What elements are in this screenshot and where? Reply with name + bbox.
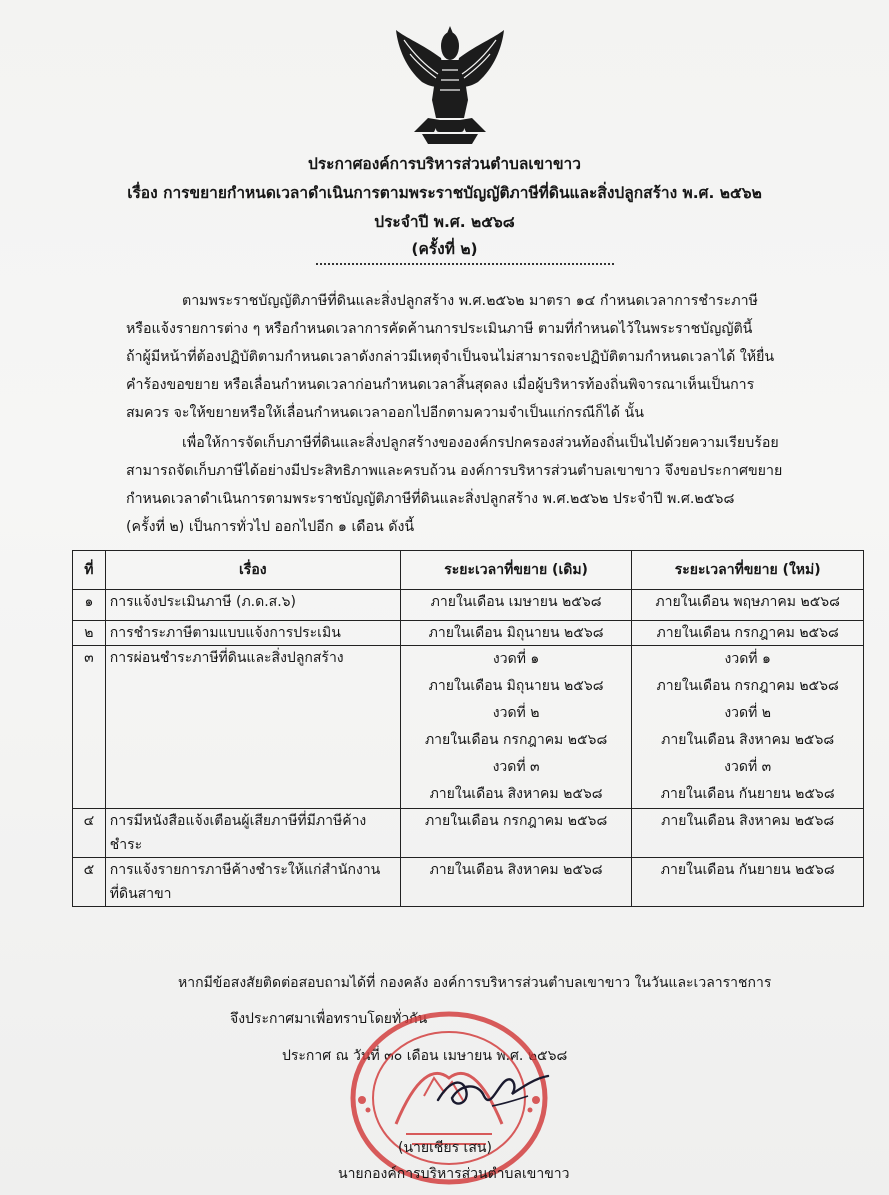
signer-name: (นายเชียร เสน)	[398, 1140, 492, 1156]
table-header-row	[73, 551, 864, 590]
subject-title: เรื่อง การขยายกำหนดเวลาดำเนินการตามพระราชบัญญัติภาษีที่ดินและสิ่งปลูกสร้าง พ.ศ. ๒๕๖๒	[127, 184, 762, 202]
period-line: ภายในเดือน กรกฎาคม ๒๕๖๘	[656, 678, 839, 694]
row-new-period	[632, 858, 864, 907]
org-title: ประกาศองค์การบริหารส่วนตำบลเขาขาว	[308, 155, 581, 173]
column-header-subject: เรื่อง	[105, 551, 400, 590]
row-old-period	[400, 590, 632, 621]
year-title: ประจำปี พ.ศ. ๒๕๖๘	[374, 213, 515, 231]
table-row	[73, 621, 864, 646]
paragraph-line: เพื่อให้การจัดเก็บภาษีที่ดินและสิ่งปลูกสร้างขององค์กรปกครองส่วนท้องถิ่นเป็นไปด้วยความเรียบร้อย	[182, 435, 779, 451]
installment-label: งวดที่ ๓	[724, 759, 772, 775]
period-line: ภายในเดือน เมษายน ๒๕๖๘	[430, 594, 602, 610]
period-line: ภายในเดือน สิงหาคม ๒๕๖๘	[661, 813, 835, 829]
paragraph-line: คำร้องขอขยาย หรือเลื่อนกำหนดเวลาก่อนกำหนดเวลาสิ้นสุดลง เมื่อผู้บริหารท้องถิ่นพิจารณาเห็นเป็นการ	[126, 377, 755, 393]
signer-title: นายกองค์การบริหารส่วนตำบลเขาขาว	[338, 1166, 570, 1182]
row-new-period	[632, 646, 864, 809]
row-subject: การมีหนังสือแจ้งเตือนผู้เสียภาษีที่มีภาษีค้างชำระ	[105, 809, 400, 858]
period-line: ภายในเดือน สิงหาคม ๒๕๖๘	[429, 786, 603, 802]
dotted-divider	[316, 263, 614, 265]
heading-block	[0, 154, 889, 260]
paragraph-line: สมควร จะให้ขยายหรือให้เลื่อนกำหนดเวลาออกไปอีกตามความจำเป็นแก่กรณีก็ได้ นั้น	[126, 405, 644, 421]
row-number: ๒	[73, 621, 106, 646]
row-number: ๑	[73, 590, 106, 621]
period-line: ภายในเดือน กรกฎาคม ๒๕๖๘	[656, 625, 839, 641]
installment-label: งวดที่ ๑	[724, 651, 771, 667]
row-new-period	[632, 590, 864, 621]
column-header-new-period: ระยะเวลาที่ขยาย (ใหม่)	[632, 551, 864, 590]
table-row	[73, 809, 864, 858]
installment-label: งวดที่ ๑	[492, 651, 540, 667]
column-header-no: ที่	[73, 551, 106, 590]
paragraph-line: สามารถจัดเก็บภาษีได้อย่างมีประสิทธิภาพและครบถ้วน องค์การบริหารส่วนตำบลเขาขาว จึงขอประกาศขยาย	[126, 463, 783, 479]
paragraph-line: กำหนดเวลาดำเนินการตามพระราชบัญญัติภาษีที่ดินและสิ่งปลูกสร้าง พ.ศ.๒๕๖๒ ประจำปี พ.ศ.๒๕๖๘	[126, 491, 735, 507]
period-line: ภายในเดือน มิถุนายน ๒๕๖๘	[428, 625, 604, 641]
round-title: (ครั้งที่ ๒)	[411, 240, 478, 258]
paragraph-line: หรือแจ้งรายการต่าง ๆ หรือกำหนดเวลาการคัดค้านการประเมินภาษี ตามที่กำหนดไว้ในพระราชบัญญัตินี้	[126, 321, 753, 337]
installment-label: งวดที่ ๒	[724, 705, 772, 721]
period-line: ภายในเดือน กรกฎาคม ๒๕๖๘	[424, 813, 608, 829]
paragraph-1	[126, 287, 816, 427]
period-line: ภายในเดือน พฤษภาคม ๒๕๖๘	[655, 594, 840, 610]
period-line: ภายในเดือน สิงหาคม ๒๕๖๘	[661, 732, 835, 748]
row-new-period	[632, 809, 864, 858]
period-line: ภายในเดือน กันยายน ๒๕๖๘	[660, 786, 835, 802]
period-line: ภายในเดือน สิงหาคม ๒๕๖๘	[429, 862, 603, 878]
row-subject: การแจ้งรายการภาษีค้างชำระให้แก่สำนักงานที่ดินสาขา	[105, 858, 400, 907]
paragraph-line: (ครั้งที่ ๒) เป็นการทั่วไป ออกไปอีก ๑ เดือน ดังนี้	[126, 519, 415, 535]
announce-date: ประกาศ ณ วันที่ ๓๐ เดือน เมษายน พ.ศ. ๒๕๖๘	[282, 1048, 568, 1064]
paragraph-2	[126, 429, 816, 541]
row-new-period	[632, 621, 864, 646]
row-old-period	[400, 646, 632, 809]
garuda-emblem-icon	[392, 24, 508, 146]
period-line: ภายในเดือน กันยายน ๒๕๖๘	[660, 862, 835, 878]
row-subject: การแจ้งประเมินภาษี (ภ.ด.ส.๖)	[105, 590, 400, 621]
table-row	[73, 858, 864, 907]
table-row	[73, 646, 864, 809]
schedule-table	[72, 550, 864, 907]
announce-line: จึงประกาศมาเพื่อทราบโดยทั่วกัน	[230, 1011, 428, 1027]
installment-label: งวดที่ ๓	[492, 759, 540, 775]
row-old-period	[400, 621, 632, 646]
signature-icon	[432, 1060, 552, 1120]
installment-label: งวดที่ ๒	[492, 705, 540, 721]
row-subject: การผ่อนชำระภาษีที่ดินและสิ่งปลูกสร้าง	[105, 646, 400, 809]
period-line: ภายในเดือน กรกฎาคม ๒๕๖๘	[424, 732, 608, 748]
row-old-period	[400, 858, 632, 907]
row-number: ๕	[73, 858, 106, 907]
row-number: ๓	[73, 646, 106, 809]
contact-note: หากมีข้อสงสัยติดต่อสอบถามได้ที่ กองคลัง องค์การบริหารส่วนตำบลเขาขาว ในวันและเวลาราชการ	[178, 975, 772, 991]
table-row	[73, 590, 864, 621]
paragraph-line: ตามพระราชบัญญัติภาษีที่ดินและสิ่งปลูกสร้าง พ.ศ.๒๕๖๒ มาตรา ๑๔ กำหนดเวลาการชำระภาษี	[182, 293, 758, 309]
paragraph-line: ถ้าผู้มีหน้าที่ต้องปฏิบัติตามกำหนดเวลาดังกล่าวมีเหตุจำเป็นจนไม่สามารถจะปฏิบัติตามกำหนดเวลาได้ ให้ยื่น	[126, 349, 775, 365]
row-number: ๔	[73, 809, 106, 858]
row-subject: การชำระภาษีตามแบบแจ้งการประเมิน	[105, 621, 400, 646]
row-old-period	[400, 809, 632, 858]
period-line: ภายในเดือน มิถุนายน ๒๕๖๘	[428, 678, 604, 694]
column-header-old-period: ระยะเวลาที่ขยาย (เดิม)	[400, 551, 632, 590]
